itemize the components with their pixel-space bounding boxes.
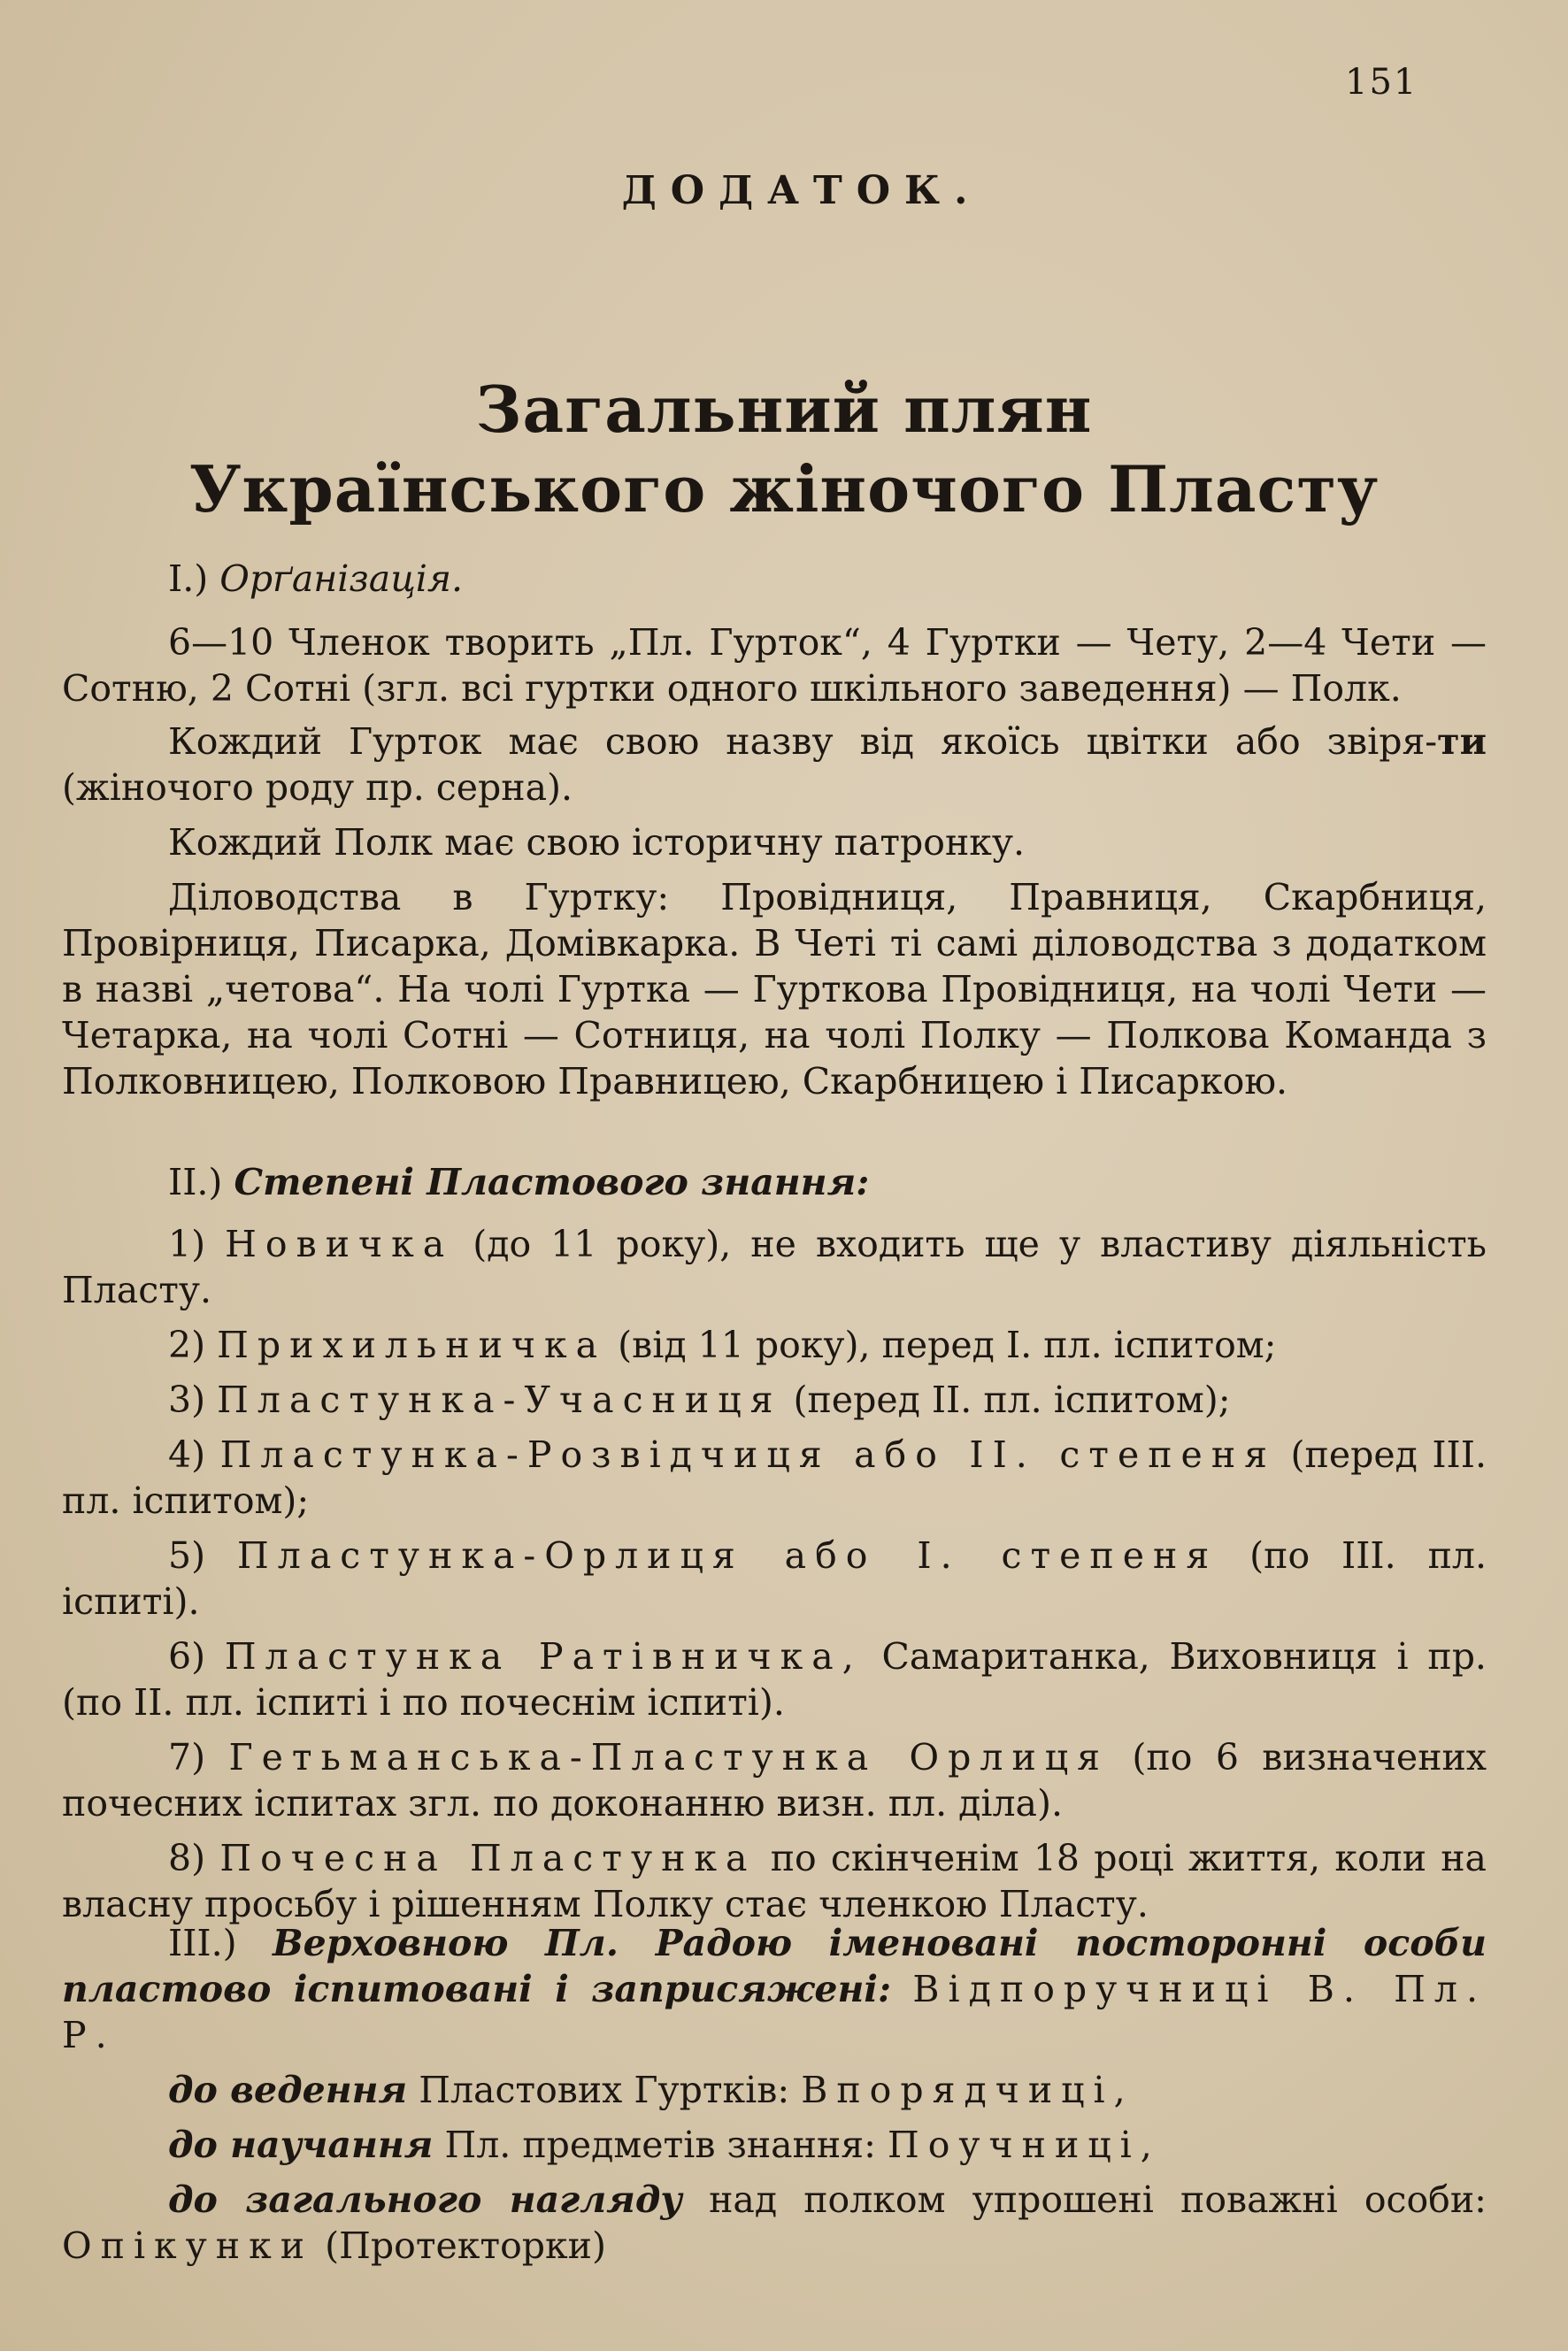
section-2-heading: II.) Степені Пластового знання: [168,1161,870,1203]
section-1-heading: I.) Орґанізація. [168,557,464,600]
degree-item: 2) Прихильничка (від 11 року), перед I. пл. іспитом; [168,1324,1277,1366]
section-3-line-2: до ведення Пластових Гуртків: Впорядчиці, [168,2069,1134,2111]
degree-item: 8) Почесна Пластунка по скінченім 18 році життя, коли на власну просьбу і рішенням Полку стає членкою Пласту. [62,1837,1487,1925]
title-line-1: Загальний плян [475,372,1093,447]
degree-item: 4) Пластунка-Розвідчиця або II. степеня (перед III. пл. іспитом); [62,1433,1487,1522]
section-1-paragraph-1: 6—10 Членок творить „Пл. Гурток“, 4 Гуртки — Чету, 2—4 Чети — Сотню, 2 Сотні (згл. всі гуртки одного шкільного заведення) — Полк. [62,621,1487,710]
section-3-line-3: до научання Пл. предметів знання: Поучниці, [168,2124,1161,2166]
section-1-paragraph-3: Кождий Полк має свою історичну патронку. [168,821,1026,864]
page-number: 151 [1345,62,1418,103]
section-1 [62,556,1487,1104]
section-3 [62,1920,1487,2269]
section-1-paragraph-4: Діловодства в Гуртку: Провідниця, Правниця, Скарбниця, Провірниця, Писарка, Домівкарка. В Четі ті самі діловодства з додатком в назві „четова“. На чолі Гуртка — Гурткова Провідниця, на чолі Чети — Четарка, на чолі Сотні — Сотниця, на чолі Полку — Полкова Команда з Полковницею, Полковою Правницею, Скарбницею і Писаркою. [62,876,1487,1103]
degree-item: 1) Новичка (до 11 року), не входить ще у властиву діяльність Пласту. [62,1223,1487,1311]
section-2 [62,1159,1487,1927]
degree-item: 5) Пластунка-Орлиця або I. степеня (по III. пл. іспиті). [62,1534,1487,1623]
degree-item: 3) Пластунка-Учасниця (перед II. пл. іспитом); [168,1379,1231,1421]
degree-item: 6) Пластунка Ратівничка, Самаританка, Виховниця і пр. (по II. пл. іспиті і по почеснім іспиті). [62,1635,1487,1724]
title-line-2: Українського жіночого Пласту [188,451,1380,526]
section-1-paragraph-2: Кождий Гурток має свою назву від якоїсь цвітки або звіря-ти (жіночого роду пр. серна). [62,720,1487,809]
section-3-line-4: до загального нагляду над полком упрошені поважні особи: Опікунки (Протекторки) [62,2178,1487,2267]
appendix-heading: ДОДАТОК. [621,168,982,213]
section-3-intro: III.) Верховною Пл. Радою іменовані посторонні особи пластово іспитовані і заприсяжені: Відпоручниці В. Пл. Р. [62,1922,1487,2056]
degree-item: 7) Гетьманська-Пластунка Орлиця (по 6 визначених почесних іспитах згл. по доконанню визн. пл. діла). [62,1736,1487,1825]
degree-list [62,1221,1487,1927]
